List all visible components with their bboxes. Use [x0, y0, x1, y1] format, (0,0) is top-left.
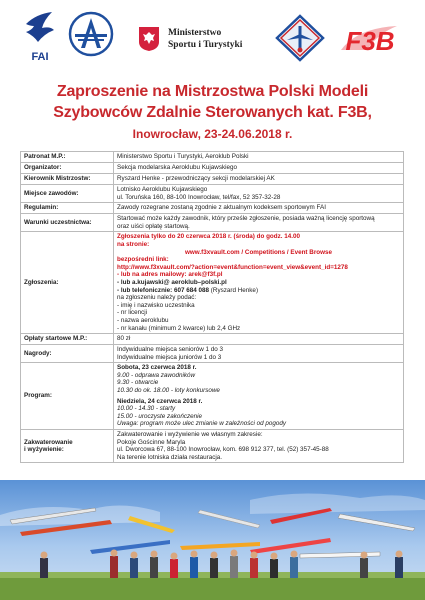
zgloszenia-email-1[interactable]: - lub na adres mailowy: arek@f3f.pl [117, 271, 223, 279]
program-label: Program: [21, 363, 114, 430]
program-note: Uwaga: program może ulec zmianie w zależności od pogody [117, 420, 287, 428]
organizator-value: Sekcja modelarska Aeroklubu Kujawskiego [114, 163, 404, 174]
f3b-logo [337, 20, 403, 58]
warunki-label: Warunki uczestnictwa: [21, 214, 114, 232]
zakwaterowanie-line1: Zakwaterowanie i wyżywienie we własnym zakresie: [117, 431, 263, 439]
zgloszenia-direct-label: bezpośredni link: [117, 256, 169, 264]
zgloszenia-field-1: - imię i nazwisko uczestnika [117, 301, 195, 309]
oplaty-label: Opłaty startowe M.P.: [21, 334, 114, 345]
zakwaterowanie-line4: Na terenie lotniska działa restauracja. [117, 453, 223, 461]
f3b-label: F3B [345, 26, 395, 56]
program-day1-item3: 10.30 do ok. 18.00 - loty konkursowe [117, 387, 220, 395]
zakwaterowanie-label-2: i wyżywienie: [24, 446, 64, 454]
row-zakwaterowanie [21, 430, 404, 463]
miejsce-label: Miejsce zawodów: [21, 185, 114, 203]
zakwaterowanie-line3: ul. Dworcowa 67, 88-100 Inowrocław, kom. 698 912 377, tel. (52) 357-45-88 [117, 446, 329, 454]
patronat-value: Ministerstwo Sportu i Turystyki, Aeroklub Polski [114, 152, 404, 163]
fai-label: FAI [31, 51, 49, 63]
title-line-3: Inowrocław, 23-24.06.2018 r. [132, 127, 293, 141]
zgloszenia-fields-intro: na zgłoszeniu należy podać: [117, 294, 197, 302]
miejsce-line2: ul. Toruńska 160, 88-100 Inowrocław, tel/fax, 52 357-32-28 [117, 193, 281, 201]
nagrody-line1: Indywidualne miejsca seniorów 1 do 3 [117, 346, 224, 354]
row-regulamin [21, 203, 404, 214]
program-day2-item1: 10.00 - 14.30 - starty [117, 405, 176, 413]
oplaty-value: 80 zł [114, 334, 404, 345]
aeroklub-logo [67, 10, 115, 58]
program-day2: Niedziela, 24 czerwca 2018 r. [117, 397, 203, 405]
zgloszenia-direct-link[interactable]: http://www.f3xvault.com/?action=event&function=event_view&event_id=1278 [117, 263, 348, 271]
row-warunki [21, 214, 404, 232]
nagrody-label: Nagrody: [21, 345, 114, 363]
organizator-label: Organizator: [21, 163, 114, 174]
program-day1: Sobota, 23 czerwca 2018 r. [117, 364, 197, 372]
row-organizator [21, 163, 404, 174]
polish-eagle-icon [138, 26, 160, 52]
miejsce-line1: Lotnisko Aeroklubu Kujawskiego [117, 186, 208, 193]
regulamin-label: Regulamin: [21, 203, 114, 214]
zakwaterowanie-label-1: Zakwaterowanie [24, 438, 73, 446]
regulamin-value: Zawody rozegrane zostaną zgodnie z aktualnym kodeksem sportowym FAI [114, 203, 404, 214]
zgloszenia-label: Zgłoszenia: [21, 232, 114, 334]
ministry-line1: Ministerstwo [168, 28, 222, 38]
zgloszenia-site-label: na stronie: [117, 240, 150, 248]
zgloszenia-field-4: - nr kanału (minimum 2 kwarce) lub 2,4 GHz [117, 324, 241, 332]
logo-bar [0, 0, 425, 68]
row-oplaty [21, 334, 404, 345]
row-kierownik [21, 174, 404, 185]
nagrody-line2: Indywidualne miejsca juniorów 1 do 3 [117, 353, 222, 361]
kierownik-label: Kierownik Mistrzostw: [21, 174, 114, 185]
fai-logo [22, 8, 58, 64]
row-program [21, 363, 404, 430]
program-day1-item2: 9.30 - otwarcie [117, 379, 159, 387]
row-zgloszenia [21, 232, 404, 334]
row-patronat [21, 152, 404, 163]
program-day2-item2: 15.00 - uroczyste zakończenie [117, 412, 203, 420]
title-line-1: Zaproszenie na Mistrzostwa Polski Modeli [56, 83, 369, 100]
zgloszenia-phone: - lub telefonicznie: 607 684 088 [117, 286, 210, 294]
row-nagrody [21, 345, 404, 363]
zakwaterowanie-line2: Pokoje Gościnne Maryla [117, 438, 186, 446]
patronat-label: Patronat M.P.: [21, 152, 114, 163]
zgloszenia-site-path: www.f3xvault.com / Competitions / Event Browse [184, 248, 333, 256]
warunki-line2: oraz uiści opłatę startową. [117, 222, 190, 230]
modelarstwo-badge-logo [275, 14, 325, 62]
info-table [20, 151, 404, 463]
zgloszenia-phone-person: (Ryszard Henke) [209, 286, 259, 294]
kierownik-value: Ryszard Henke - przewodniczący sekcji modelarskiej AK [114, 174, 404, 185]
program-day1-item1: 9.00 - odprawa zawodników [117, 371, 196, 379]
zgloszenia-field-3: - nazwa aeroklubu [117, 316, 169, 324]
title-line-2: Szybowców Zdalnie Sterowanych kat. F3B, [53, 104, 372, 121]
warunki-line1: Startować może każdy zawodnik, który prześle zgłoszenie, posiada ważną licencję sportową [117, 215, 375, 223]
row-miejsce [21, 185, 404, 203]
team-photo [0, 480, 425, 600]
zgloszenia-field-2: - nr licencji [117, 309, 148, 317]
zgloszenia-deadline: Zgłoszenia tylko do 20 czerwca 2018 r. (środa) do godz. 14.00 [117, 233, 301, 241]
ministry-line2: Sportu i Turystyki [168, 40, 243, 50]
zgloszenia-email-2[interactable]: - lub a.kujawski@ aeroklub–polski.pl [117, 278, 227, 286]
ministry-logo [138, 24, 266, 58]
